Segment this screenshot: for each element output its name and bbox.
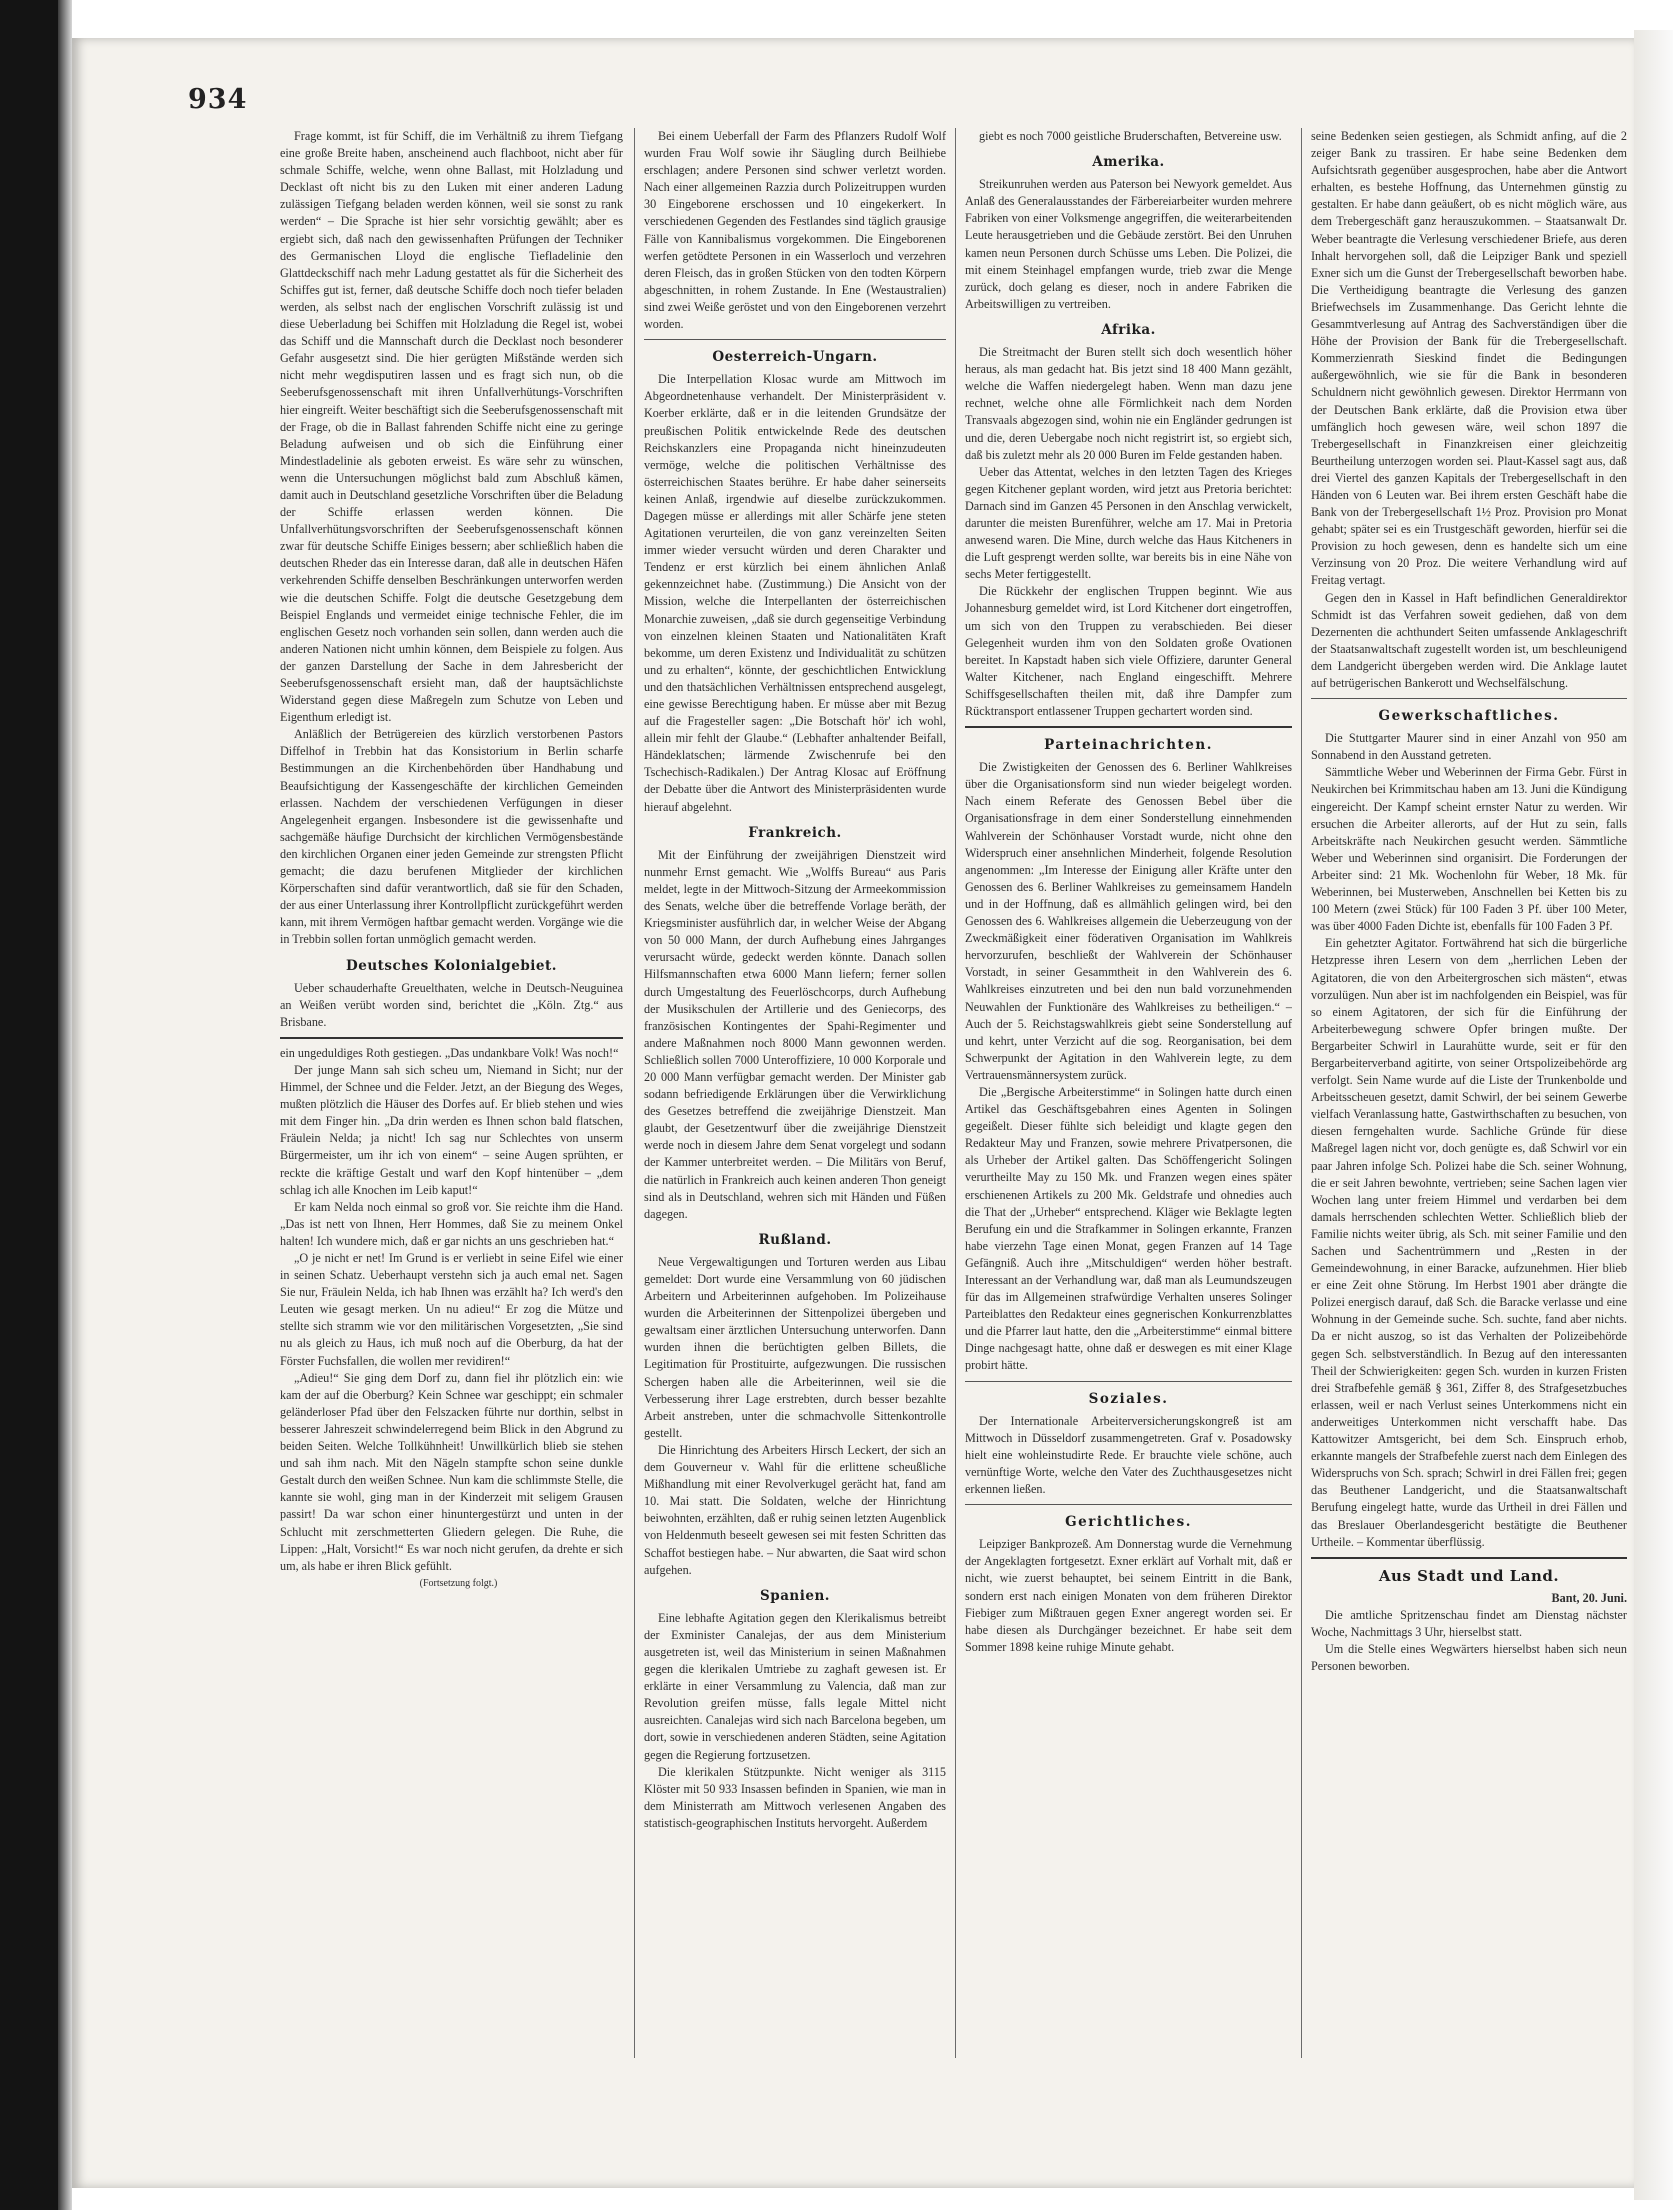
section-heading: Afrika. <box>1101 321 1156 338</box>
article-paragraph: Mit der Einführung der zweijährigen Dienstzeit wird nunmehr Ernst gemacht. Wie „Wolffs Bureau“ aus Paris meldet, legte in der Mittwoch-Sitzung der Armeekommission des Senats, welche über die betreffende Vorlage beräth, der Kriegsminister ausführlich dar, in welcher Weise der Abgang von 50 000 Mann, der durch Aufhebung eines Jahrganges verursacht würde, gedeckt werden könnte. Danach sollen Hilfsmannschaften etwa 6000 Mann liefern; ferner sollen durch Umgestaltung des Feuerlöschcorps, durch Aufhebung der Musikschulen der Artillerie und des Geniecorps, des französischen Kontingentes der Spahi-Regimenter und andere Maßnahmen noch 8000 Mann gewonnen werden. Schließlich sollen 7000 Unteroffiziere, 10 000 Korporale und 20 000 Mann verfügbar gemacht werden. Der Minister gab sodann befriedigende Erklärungen über die Verwirklichung des Gesetzes betreffend die zweijährige Dienstzeit. Man glaubt, der Gesetzentwurf über die zweijährige Dienstzeit werde noch in diesem Jahre dem Senat vorgelegt und sodann der Kammer unterbreitet werden. – Die Militärs von Beruf, die natürlich in Frankreich auch keinen anderen Thon geneigt sind als in Deutschland, wehren sich mit Händen und Füßen dagegen. <box>644 847 946 1221</box>
section-divider <box>965 1504 1292 1505</box>
column-4 <box>1311 128 1627 2058</box>
article-paragraph: Anläßlich der Betrügereien des kürzlich verstorbenen Pastors Diffelhof in Trebbin hat das Konsistorium in Berlin scharfe Bestimmungen an die Kirchenbehörden über Handhabung und Beaufsichtigung der Kassengeschäfte der kirchlichen Gemeinden erlassen. Nachdem der verschiedenen Verfügungen in dieser Angelegenheit ergangen. Insbesondere ist die gewissenhafte und sachgemäße häufige Durchsicht der kirchlichen Vermögensbestände den kirchlichen Organen einer jeden Gemeinde zur strengsten Pflicht gemacht; die dazu berufenen Mitglieder der kirchlichen Körperschaften sind dafür verantwortlich, daß sie für den Schaden, der aus einer Unterlassung ihrer Kontrollpflicht zurückgeführt werden kann, mit ihrem Vermögen haftbar gemacht werden. Vorgänge wie die in Trebbin sollen fortan unmöglich gemacht werden. <box>280 727 623 947</box>
section-heading: Parteinachrichten. <box>1044 737 1213 754</box>
column-rule <box>955 128 956 2058</box>
article-paragraph: Ueber schauderhafte Greuelthaten, welche in Deutsch-Neuguinea an Weißen verübt worden sind, berichtet die „Köln. Ztg.“ aus Brisbane. <box>280 980 623 1029</box>
novel-paragraph: ein ungeduldiges Roth gestiegen. „Das undankbare Volk! Was noch!“ <box>280 1045 619 1060</box>
section-heading: Rußland. <box>758 1231 832 1248</box>
column-3 <box>965 128 1292 2058</box>
column-1 <box>280 128 623 2058</box>
section-divider <box>965 726 1292 728</box>
feuilleton-divider <box>280 1037 623 1039</box>
section-divider <box>1311 1557 1627 1559</box>
section-heading: Gewerkschaftliches. <box>1378 708 1560 725</box>
article-paragraph: Gegen den in Kassel in Haft befindlichen Generaldirektor Schmidt ist das Verfahren soweit gediehen, daß von dem Dezernenten die achthundert Seiten umfassende Anklageschrift der Staatsanwaltschaft zugestellt worden ist, um beschleunigend dem Landgericht übergeben werden wird. Die Anklage lautet auf betrügerischen Bankerott und Wechselfälschung. <box>1311 590 1627 690</box>
section-heading: Frankreich. <box>748 824 842 841</box>
section-heading: Gerichtliches. <box>1065 1514 1192 1531</box>
novel-paragraph: „O je nicht er net! Im Grund is er verliebt in seine Eifel wie einer in seinen Schatz. Ueberhaupt verstehn sich ja auch emal net. Sagen Sie nur, Fräulein Nelda, ich hab Ihnen was erzählt ha? Ich werd's den Leuten wie gesagt merken. Un nu adieu!“ Er zog die Mütze und stellte sich stramm wie vor den militärischen Vorgesetzten, „Sie sind nu als gleich zu Haus, ich muß noch auf die Oberburg, da hat der Förster Fuchsfallen, die wollen mer revidiren!“ <box>280 1251 623 1368</box>
page-number: 934 <box>188 84 248 115</box>
continuation-note: (Fortsetzung folgt.) <box>419 1577 498 1589</box>
article-paragraph: Ein gehetzter Agitator. Fortwährend hat sich die bürgerliche Hetzpresse ihren Lesern von dem „herrlichen Leben der Agitatoren, die von den Arbeitergroschen sich mästen“, etwas vorzulügen. Nun aber ist im nachfolgenden ein Beispiel, was für so einem Agitatoren, der sich für die Einführung der Arbeiterbewegung schwere Opfer bringen mußte. Der Bergarbeiter Schwirl in Laurahütte wurde, seit er für den Bergarbeiterverband agitirte, von seiner Ortspolizeibehörde arg verfolgt. Sein Name wurde auf die Liste der Trunkenbolde und Arbeitsscheuen gesetzt, damit Schwirl, der bei seinem Gewerbe vielfach Veranlassung hatte, Gastwirthschaften zu besuchen, von diesen ferngehalten wurde. Sachliche Gründe für diese Maßregel lagen nicht vor, doch genügte es, daß Schwirl vor ein paar Jahren infolge Sch. Polizei habe die Sch. seiner Wohnung, die er seit Jahren bewohnte, vertrieben; seine Sachen lagen vier Wochen lang unter freiem Himmel und verdarben bei dem damals herrschenden schlechten Wetter. Schließlich blieb der Familie nichts weiter übrig, als Sch. mit seiner Familie und den Sachen und Sachentrümmern und „Resten in der Gemeindewohnung, in einer Baracke, aufzunehmen. Hier blieb er eine Zeit ohne Störung. Im Herbst 1901 aber drängte die Polizei energisch darauf, daß Sch. die Baracke verlasse und eine Wohnung in der Gemeinde suche. Sch. suchte, fand aber nichts. Da er nicht auszog, so ist das Verhalten der Polizeibehörde gegen Sch. selbstverständlich. In Bezug auf den interessanten Theil der Schwierigkeiten: gegen Sch. wurden in kurzen Fristen drei Strafbefehle gemäß § 361, Ziffer 8, des Strafgesetzbuches erlassen, weil er nach Verlust seines Unterkommens nicht ein anderweitiges Unterkommen nicht verschafft habe. Das Kattowitzer Amtsgericht, bei dem Sch. Einspruch erhob, erkannte mangels der Strafbefehle zuerst nach dem Einlegen des Widerspruchs von Sch. sprach; Schwirl in drei Fällen frei; gegen das Beuthener Landgericht, und die Staatsanwaltschaft Berufung eingelegt hatte, wurde das Urtheil in drei Fällen und das Breslauer Oberlandesgericht bestätigte die Beuthener Urtheile. – Kommentar überflüssig. <box>1311 936 1627 1549</box>
article-paragraph: Die Streitmacht der Buren stellt sich doch wesentlich höher heraus, als man gedacht hat. Bis jetzt sind 18 400 Mann gezählt, welche die Waffen niedergelegt haben. Wenn man dazu jene rechnet, welche ohne alle Förmlichkeit nach dem Norden Transvaals abgezogen sind, wohin nie ein Engländer gedrungen ist und die, deren Uebergabe noch nicht registrirt ist, so ergiebt sich, daß bis zuletzt mehr als 20 000 Buren im Felde gestanden haben. <box>965 345 1292 462</box>
binding-edge <box>58 0 72 2210</box>
article-paragraph: Neue Vergewaltigungen und Torturen werden aus Libau gemeldet: Dort wurde eine Versammlung von 60 jüdischen Arbeitern und Arbeiterinnen aufgehoben. Im Polizeihause wurden die Arbeiterinnen der Sittenpolizei übergeben und gewaltsam einer ärztlichen Untersuchung unterworfen. Dann wurden ihnen die berüchtigten gelben Billets, die Legitimation für Prostituirte, aufgezwungen. Die russischen Schergen haben alle die Arbeiterinnen, weil sie die Verbesserung ihrer Lage erstrebten, durch besser bezahlte Arbeit anstreben, unter die schmachvolle Sittenkontrolle gestellt. <box>644 1254 946 1440</box>
article-paragraph: Die klerikalen Stützpunkte. Nicht weniger als 3115 Klöster mit 50 933 Insassen befinden in Spanien, wie man in dem Ministerrath am Mittwoch verlesenen Angaben des statistisch-geographischen Instituts hervorgeht. Außerdem <box>644 1764 946 1830</box>
article-paragraph: Die amtliche Spritzenschau findet am Dienstag nächster Woche, Nachmittags 3 Uhr, hierselbst statt. <box>1311 1607 1627 1639</box>
section-heading: Amerika. <box>1092 154 1165 171</box>
section-heading: Aus Stadt und Land. <box>1378 1566 1560 1585</box>
section-heading: Spanien. <box>760 1587 830 1604</box>
section-heading: Oesterreich-Ungarn. <box>712 349 878 366</box>
article-paragraph: giebt es noch 7000 geistliche Bruderschaften, Betvereine usw. <box>979 129 1282 143</box>
article-paragraph: Ueber das Attentat, welches in den letzten Tagen des Krieges gegen Kitchener geplant worden, wird jetzt aus Pretoria berichtet: Darnach sind im Ganzen 45 Personen in den Anschlag verwickelt, darunter die meisten Burenführer, welche am 17. Mai in Pretoria anwesend waren. Die Mine, durch welche das Haus Kitcheners in die Luft gesprengt werden sollte, war bereits bis in eine Nähe von sechs Meter fertiggestellt. <box>965 464 1292 582</box>
article-paragraph: Die Hinrichtung des Arbeiters Hirsch Leckert, der sich an dem Gouverneur v. Wahl für die erlittene scheußliche Mißhandlung mit einer Revolverkugel gerächt hat, fand am 10. Mai statt. Die Soldaten, welche der Hinrichtung beiwohnten, erzählten, daß er ruhig seinen letzten Augenblick von Heldenmuth beseelt gewesen sei mit festen Schritten das Schaffot bestiegen habe. – Nur abwarten, die Saat wird schon aufgehen. <box>644 1442 946 1577</box>
article-paragraph: Streikunruhen werden aus Paterson bei Newyork gemeldet. Aus Anlaß des Generalausstandes der Färbereiarbeiter wurden mehrere Fabriken von einer Volksmenge angegriffen, die weiterarbeitenden Leute herausgetrieben und die Gebäude zerstört. Bei den Unruhen kamen neun Personen durch Schüsse ums Leben. Die Polizei, die mit einem Steinhagel empfangen wurde, trieb zwar die Menge zurück, doch gelang es dieser, noch in andere Fabriken die Arbeitswilligen zu vertreiben. <box>965 177 1292 311</box>
section-divider <box>965 1381 1292 1382</box>
article-paragraph: Eine lebhafte Agitation gegen den Klerikalismus betreibt der Exminister Canalejas, der aus dem Ministerium ausgetreten ist, weil das Ministerium in seinen Maßnahmen gegen die klerikalen Umtriebe zu zaghaft gewesen ist. Er erklärte in einer Versammlung zu Valencia, daß man zur Revolution greifen müsse, falls legale Mittel nicht ausreichten. Canalejas wird sich nach Barcelona begeben, um dort, sowie in verschiedenen anderen Städten, seine Agitation gegen die Regierung fortzusetzen. <box>644 1610 946 1762</box>
book-binding <box>0 0 58 2210</box>
article-paragraph: Die „Bergische Arbeiterstimme“ in Solingen hatte durch einen Artikel das Geschäftsgebahren eines Agenten in Solingen gegeißelt. Dieser fühlte sich beleidigt und klagte gegen den Redakteur May und Franzen, sowie mehrere Privatpersonen, die als Urheber der Artikel galten. Das Schöffengericht Solingen verurtheilte May zu 150 Mk. und Franzen wegen eines später erschienenen Artikels zu 200 Mk. Geldstrafe und ohnedies auch die That der „Urheber“ entsprechend. Kläger wie Beklagte legten Berufung ein und die Strafkammer in Solingen erkannte, Franzen habe vierzehn Tage einen Monat, gegen Franzen auf 14 Tage Gefängniß. Auch ihre „Mitschuldigen“ werden höher bestraft. Interessant an der Verhandlung war, daß man als Leumundszeugen für das im Allgemeinen strafwürdige Verhalten unseres Solinger Parteiblattes den Redakteur eines gegnerischen Konkurrenzblattes und die Pfarrer laut hatte, den die „Arbeiterstimme“ einmal bittere Dinge nachgesagt hatte, ohne daß er deswegen es mit einer Klage probirt hätte. <box>965 1084 1292 1373</box>
section-divider <box>644 339 946 340</box>
article-paragraph: Die Zwistigkeiten der Genossen des 6. Berliner Wahlkreises über die Organisationsform sind nun wieder beigelegt worden. Nach einem Referate des Genossen Bebel über die Organisationsfrage in dem einer Sonderstellung einnehmenden Wahlverein der Schönhauser Vorstadt wurde, nicht ohne den Widerspruch einer ansehnlichen Minderheit, folgende Resolution angenommen: „Im Interesse der Einigung aller Kräfte unter den Genossen des 6. Berliner Wahlkreises zu gemeinsamem Handeln und in der Hoffnung, daß es allmählich gelingen wird, bei den Genossen des 6. Wahlkreises allgemein die Ueberzeugung von der Zweckmäßigkeit einer föderativen Organisation im Wahlkreis hervorzurufen, beschließt der Wahlverein der Schönhauser Vorstadt, in seiner Gesammtheit in den Wahlverein des 6. Wahlkreises einzutreten und bei den nun bald vorzunehmenden Neuwahlen der Funktionäre des Wahlkreises zu betheiligen.“ – Auch der 5. Reichstagswahlkreis giebt seine Sonderstellung auf und kehrt, unter Verzicht auf die sog. Reorganisation, bei dem Schwerpunkt der Agitation in den Wahlverein legte, zu dem Vertrauensmännersystem zurück. <box>965 760 1292 1082</box>
novel-paragraph: Er kam Nelda noch einmal so groß vor. Sie reichte ihm die Hand. „Das ist nett von Ihnen, Herr Hommes, daß Sie zu meinem Onkel halten! Ich wundere mich, daß er gar nichts an uns geschrieben hat.“ <box>280 1199 623 1248</box>
article-paragraph: Um die Stelle eines Wegwärters hierselbst haben sich neun Personen beworben. <box>1311 1642 1627 1674</box>
novel-paragraph: Der junge Mann sah sich scheu um, Niemand in Sicht; nur der Himmel, der Schnee und die Felder. Jetzt, an der Biegung des Weges, mußten plötzlich die Häuser des Dorfes auf. Er blieb stehen und wies mit dem Finger hin. „Da drin werden es Ihnen schon bald flatschen, Fräulein Nelda; ja nicht! Ich sag nur Schlechtes von unserm Bürgermeister, um ihr ich von einem“ – seine Augen sprühten, er reckte die kräftige Gestalt und warf den Kopf hintenüber – „dem schlag ich alle Knochen im Leib kaput!“ <box>280 1062 623 1197</box>
article-paragraph: Leipziger Bankprozeß. Am Donnerstag wurde die Vernehmung der Angeklagten fortgesetzt. Exner erklärt auf Vorhalt mit, daß er nicht, wie zuerst behauptet, bei seinem Eintritt in die Bank, sondern erst nach einigen Monaten von dem früheren Direktor Fiebiger zum Mißtrauen gegen Exner angeregt worden sei. Er habe diesen als Durchgänger bezeichnet. Er habe seit dem Sommer 1898 keine ruhige Minute gehabt. <box>965 1537 1292 1654</box>
article-paragraph: Frage kommt, ist für Schiff, die im Verhältniß zu ihrem Tiefgang eine große Breite haben, anscheinend auch flachboot, nicht aber für schmale Schiffe, welche, wenn ohne Ballast, mit Holzladung und Decklast oft nicht bis zu den Luken mit einer anderen Ladung zulässigen Tiefgang beladen werden können, weil sie sonst zu rank werden“ – Die Sprache ist hier sehr vorsichtig gewählt; aber es ergiebt sich, daß nach den gewissenhaften Prüfungen der Techniker des Germanischen Lloyd die englische Tiefladelinie den Glattdeckschiff nach mehr Ladung gestattet als für die Sicherheit des Schiffes gut ist, ferner, daß deutsche Schiffe doch noch tiefer beladen werden, als selbst nach der englischen Vorschrift zulässig ist und diese Ueberladung bei Schiffen mit Holzladung die Regel ist, wobei das Schiff und die Mannschaft durch die Decklast noch besonderer Gefahr ausgesetzt sind. Die hier gerügten Mißstände werden sich nicht mehr wegdisputiren lassen und es fragt sich nun, ob die Seeberufsgenossenschaft mit ihren Unfallverhütungs-Vorschriften hier eingreift. Weiter beschäftigt sich die Seeberufsgenossenschaft mit der Frage, ob die in Ballast fahrenden Schiffe nicht eine zu geringe Beladung aufweisen und ob sich die Einführung einer Mindestladelinie als geboten erweist. Es wäre sehr zu wünschen, wenn die Untersuchungen möglichst bald zum Abschluß kämen, damit auch in Deutschland gesetzliche Vorschriften über die Beladung der Schiffe erlassen werden können. Die Unfallverhütungsvorschriften der Seeberufsgenossenschaft können zwar für deutsche Schiffe Einiges bessern; aber schließlich haben die deutschen Rheder das ein Interesse daran, daß alle in deutschen Häfen verkehrenden Schiffe denselben Beschränkungen unterworfen werden wie die deutschen Schiffe. Folgt die deutsche Gesetzgebung dem Beispiel Englands und vermeidet einige technische Fehler, die im englischen Gesetz noch vorhanden sein sollen, dann werden auch die anderen Nationen nicht umhin können, dem Beispiele zu folgen. Aus der ganzen Darstellung der Sache in dem Jahresbericht der Seeberufsgenossenschaft ersieht man, daß der hauptsächlichste Widerstand gegen diese Maßregeln zum Schutze von Leben und Eigenthum erledigt ist. <box>280 129 623 725</box>
column-rule <box>634 128 635 2058</box>
article-paragraph: Die Stuttgarter Maurer sind in einer Anzahl von 950 am Sonnabend in den Ausstand getreten. <box>1311 731 1627 763</box>
page-stack-edge <box>1634 30 1673 2200</box>
novel-paragraph: „Adieu!“ Sie ging dem Dorf zu, dann fiel ihr plötzlich ein: wie kam der auf die Oberburg? Kein Schnee war geschippt; ein schmaler geländerloser Pfad über den Felszacken führte nur dorthin, selbst in besserer Jahreszeit schwindelerregend beim Blick in den Abgrund zu beiden Seiten. Welche Tollkühnheit! Unwillkürlich blieb sie stehen und sah ihm nach. Mit den Nägeln stampfte schon seine dunkle Gestalt durch den weißen Schnee. Nun kam die schlimmste Stelle, die kannte sie wohl, ging man in der Kinderzeit mit seligem Grausen passirt! Da war schon einer hinuntergestürzt und unten in der Schlucht mit zerschmetterten Gliedern gelegen. Die Ruhe, die Lippen: „Halt, Vorsicht!“ Es war noch nicht gerufen, da drehte er sich um, als habe er ihren Blick gefühlt. <box>280 1370 623 1573</box>
article-paragraph: Die Interpellation Klosac wurde am Mittwoch im Abgeordnetenhause verhandelt. Der Ministerpräsident v. Koerber erklärte, daß er in die leitenden Grundsätze der preußischen Politik entwickelnde Rede des deutschen Reichskanzlers eine Propaganda nicht hineinzudeuten vermöge, welche die politischen Verhältnisse des österreichischen Staates berühre. Er habe daher seinerseits keinen Anlaß, irgendwie auf dieselbe zurückzukommen. Dagegen müsse er allerdings mit aller Schärfe jene steten Agitationen verurteilen, die von ganz vereinzelten Seiten immer wieder versucht würden und deren Charakter und Tendenz er erst kürzlich bei einem ähnlichen Anlaß gekennzeichnet habe. (Zustimmung.) Die Ansicht von der Mission, welche die Interpellanten der österreichischen Monarchie zuweisen, „daß sie durch gegenseitige Verbindung von einzelnen kleinen Staaten und Nationalitäten Kraft bekomme, um deren Existenz und Individualität zu schützen und zu erhalten“, könnte, der geschichtlichen Entwicklung und den thatsächlichen Verhältnissen entsprechend ausgelegt, eine gewisse Berechtigung haben. Er müsse aber mit Bezug auf die Fragesteller sagen: „Die Botschaft hör' ich wohl, allein mir fehlt der Glaube.“ (Lebhafter anhaltender Beifall, Händeklatschen; lärmende Zwischenrufe bei den Tschechisch-Radikalen.) Der Antrag Klosac auf Eröffnung der Debatte über die Antwort des Ministerpräsidenten wurde hierauf abgelehnt. <box>644 372 946 814</box>
article-paragraph: seine Bedenken seien gestiegen, als Schmidt anfing, auf die 2 zeiger Bank zu trassiren. Er habe seine Bedenken dem Aufsichtsrath gegenüber ausgesprochen, habe aber die Antwort erhalten, es bestehe Hoffnung, das Unternehmen günstig zu gestalten. Er habe dann geäußert, ob es nicht möglich wäre, aus dem Trebergeschäft ganz herauszukommen. – Staatsanwalt Dr. Weber beantragte die Verlesung verschiedener Briefe, aus deren Inhalt hervorgehen soll, daß die Leipziger Bank und speziell Exner sich um die Gunst der Trebergesellschaft beworben habe. Die Vertheidigung beantragte die Verlesung des ganzen Briefwechsels im Zusammenhange. Das Gericht lehnte die Gesammtverlesung auf Antrag des Sachverständigen über die Höhe der Provision der Bank für die Trebergesellschaft. Kommerzienrath Sieskind findet die Bedingungen außergewöhnlich, wie sie für die Bank in besonderen Schuldnern nicht gewöhnlich gewesen. Direktor Herrmann von der Deutschen Bank erklärte, daß die Provision etwa über umfänglich hoch gewesen wäre, weil schon 1897 die Trebergesellschaft in Finanzkreisen einer gleichzeitig Beurtheilung unterzogen worden sei. Plaut-Kassel sagt aus, daß drei Viertel des ganzen Kapitals der Trebergesellschaft in den Händen von 6 Leuten war. Bei ihrem ersten Geschäft habe die Bank von der Trebergesellschaft 1½ Proz. Provision pro Monat gehabt; später sei es ein Trustgeschäft geworden, hierfür sei die Provision zu hoch gewesen, denn es handelte sich um eine Verzinsung von 20 Proz. Die weitere Verhandlung wird auf Freitag vertagt. <box>1311 129 1627 588</box>
section-heading: Soziales. <box>1088 1390 1169 1407</box>
article-paragraph: Bei einem Ueberfall der Farm des Pflanzers Rudolf Wolf wurden Frau Wolf sowie ihr Säugling durch Beilhiebe erschlagen; andere Personen sind schwer verletzt worden. Nach einer allgemeinen Razzia durch Polizeitruppen wurden 30 Eingeborene erschossen und 10 eingekerkert. In verschiedenen Gegenden des Festlandes sind täglich grausige Fälle von Kannibalismus vorgekommen. Die Eingeborenen werfen getödtete Personen in ein Wasserloch und verzehren deren Fleisch, das in großen Stücken von den todten Körpern abgeschnitten, in rohem Zustande. In Ene (Westaustralien) sind zwei Weiße geröstet und von den Eingeborenen verzehrt worden. <box>644 129 946 332</box>
column-2 <box>644 128 946 2058</box>
column-rule <box>1301 128 1302 2058</box>
article-paragraph: Die Rückkehr der englischen Truppen beginnt. Wie aus Johannesburg gemeldet wird, ist Lord Kitchener dort eingetroffen, um sich von den Truppen zu verabschieden. Bei dieser Gelegenheit wurden ihm von den Soldaten große Ovationen bereitet. In Kapstadt haben sich viele Offiziere, darunter General Walter Kitchener, nach England eingeschifft. Mehrere Schiffsgesellschaften theilen mit, daß ihre Dampfer zum Rücktransport entlassener Truppen gechartert worden sind. <box>965 584 1292 718</box>
dateline: Bant, 20. Juni. <box>1551 1590 1627 1605</box>
section-divider <box>1311 698 1627 699</box>
article-paragraph: Sämmtliche Weber und Weberinnen der Firma Gebr. Fürst in Neukirchen bei Krimmitschau haben am 13. Juni die Kündigung eingereicht. Der Kampf scheint ernster Natur zu werden. Wir ersuchen die Arbeiter allerorts, auf der Hut zu sein, falls Arbeitskräfte nach Neukirchen gesucht werden. Sämmtliche Weber und Weberinnen sind organisirt. Die Forderungen der Arbeiter sind: 21 Mk. Wochenlohn für Weber, 18 Mk. für Weberinnen, bei Musterweben, Anschnellen bei Ketten bis zu 100 Metern (zwei Stück) für 100 Faden 3 Pf. über 100 Meter, was über 4000 Faden Dichte ist, ebenfalls für 100 Faden 3 Pf. <box>1311 765 1627 934</box>
article-paragraph: Der Internationale Arbeiterversicherungskongreß ist am Mittwoch in Düsseldorf zusammengetreten. Graf v. Posadowsky hielt eine wohleinstudirte Rede. Er brauchte viele schöne, auch vernünftige Worte, welche den Vater des Zuchthausgesetzes nicht erkennen ließen. <box>965 1413 1292 1497</box>
section-heading: Deutsches Kolonialgebiet. <box>346 957 557 974</box>
